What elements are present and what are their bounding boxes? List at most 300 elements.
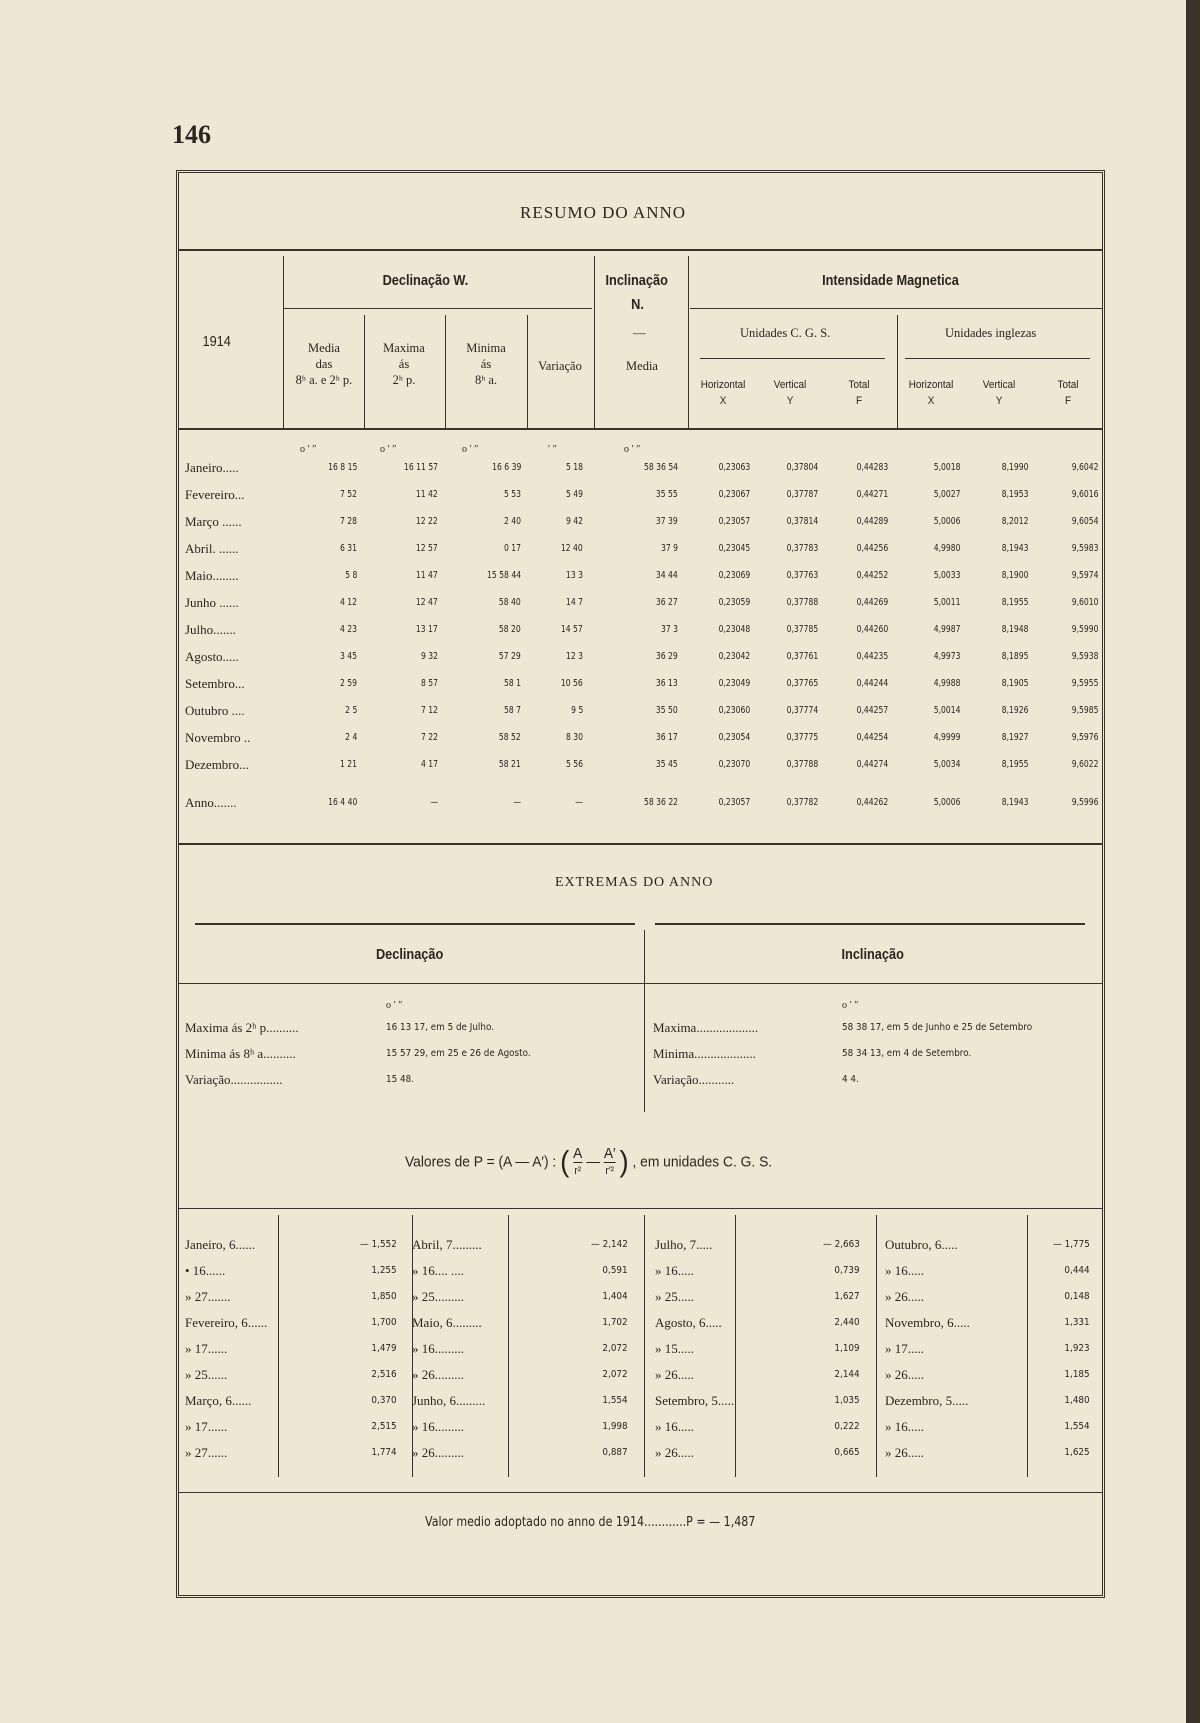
valores-title-prefix: Valores de P = (A — A′) :: [405, 1153, 557, 1171]
month-row-maxima: 11 47: [416, 570, 438, 581]
valores-entry-label: » 27......: [185, 1445, 228, 1460]
month-row-vy: 0,37814: [786, 516, 818, 527]
month-row-tf: 0,44283: [856, 462, 888, 473]
month-row-media: 6 31: [339, 543, 357, 554]
month-row-label: Outubro ....: [185, 703, 245, 718]
month-row-hx: 0,23054: [718, 732, 750, 743]
month-row-hx: 0,23060: [718, 705, 750, 716]
month-row-incl: 35 55: [656, 489, 678, 500]
month-row-tf: 0,44274: [856, 759, 888, 770]
month-row-ivy: 8,1900: [1001, 570, 1028, 581]
sub-variacao: Variação: [538, 359, 582, 373]
month-row-itf: 9,5976: [1071, 732, 1098, 743]
month-row-label: Setembro...: [185, 676, 245, 691]
valores-entry-label: » 26.....: [885, 1445, 924, 1460]
month-row-incl: 36 17: [656, 732, 678, 743]
month-row-label: Julho.......: [185, 622, 236, 637]
valores-entry-label: • 16......: [185, 1263, 226, 1278]
ext-divider: [644, 930, 645, 1112]
valores-entry-label: Março, 6......: [185, 1393, 252, 1408]
vline-minima: [527, 315, 528, 428]
paren-open: (: [560, 1145, 570, 1179]
month-row-vy: 0,37774: [786, 705, 818, 716]
month-row-incl: 37 3: [660, 624, 678, 635]
month-row-vy: 0,37788: [786, 759, 818, 770]
month-row-tf: 0,44244: [856, 678, 888, 689]
anno-row-vy: 0,37782: [786, 797, 818, 808]
month-row-media: 4 23: [339, 624, 357, 635]
valores-entry-value: 0,887: [602, 1447, 628, 1458]
unit-media: o ′ ″: [300, 444, 317, 455]
month-row-incl: 37 9: [660, 543, 678, 554]
vline-incl-int: [688, 256, 689, 428]
vline-year: [283, 256, 284, 428]
unit-minima: o ′ ″: [462, 444, 479, 455]
cgs-horizontal-header: Horizontal X: [700, 379, 746, 407]
valores-entry-value: 1,185: [1064, 1369, 1090, 1380]
month-row-variacao: 14 7: [565, 597, 583, 608]
resumo-title: RESUMO DO ANNO: [520, 203, 687, 222]
month-row-ivy: 8,1990: [1001, 462, 1028, 473]
valores-entry-value: — 2,663: [823, 1239, 860, 1250]
fraction-minus: —: [586, 1153, 600, 1171]
month-row-vy: 0,37765: [786, 678, 818, 689]
month-row-hx: 0,23067: [718, 489, 750, 500]
valores-entry-label: Maio, 6.........: [412, 1315, 482, 1330]
month-row-incl: 35 45: [656, 759, 678, 770]
anno-row-maxima: —: [430, 797, 438, 808]
month-row-minima: 0 17: [503, 543, 521, 554]
valores-entry-label: Julho, 7.....: [655, 1237, 713, 1252]
anno-row-label: Anno.......: [185, 795, 237, 810]
month-row-maxima: 7 22: [420, 732, 438, 743]
month-row-hx: 0,23057: [718, 516, 750, 527]
sub-maxima: Maxima ás 2ʰ p.: [383, 341, 425, 387]
page-number: 146: [172, 120, 211, 149]
month-row-minima: 58 20: [499, 624, 521, 635]
valores-entry-label: » 16.....: [655, 1419, 694, 1434]
month-row-ihx: 5,0018: [933, 462, 960, 473]
month-row-label: Agosto.....: [185, 649, 239, 664]
month-row-maxima: 13 17: [416, 624, 438, 635]
month-row-incl: 34 44: [656, 570, 678, 581]
month-row-variacao: 13 3: [565, 570, 583, 581]
valores-entry-label: » 17......: [185, 1419, 228, 1434]
month-row-maxima: 12 57: [416, 543, 438, 554]
month-row-label: Maio........: [185, 568, 239, 583]
valores-entry-value: 1,035: [834, 1395, 860, 1406]
month-row-maxima: 12 47: [416, 597, 438, 608]
int-rule: [690, 308, 1102, 309]
month-row-itf: 9,5990: [1071, 624, 1098, 635]
valores-entry-value: 0,148: [1064, 1291, 1090, 1302]
ext-incl-value: 58 38 17, em 5 de Junho e 25 de Setembro: [842, 1022, 1033, 1033]
month-row-label: Março ......: [185, 514, 242, 529]
valores-vline: [508, 1215, 509, 1477]
ext-incl-label: Variação...........: [653, 1072, 735, 1087]
month-row-media: 4 12: [339, 597, 357, 608]
month-row-hx: 0,23063: [718, 462, 750, 473]
month-row-minima: 57 29: [499, 651, 521, 662]
fraction-2: A′ r′²: [603, 1145, 616, 1177]
valores-entry-value: — 2,142: [591, 1239, 628, 1250]
month-row-vy: 0,37761: [786, 651, 818, 662]
month-row-media: 7 28: [339, 516, 357, 527]
month-row-itf: 9,5974: [1071, 570, 1098, 581]
cgs-total-header: Total F: [848, 379, 870, 407]
month-row-vy: 0,37783: [786, 543, 818, 554]
valores-entry-value: 0,739: [834, 1265, 860, 1276]
anno-row-minima: —: [513, 797, 521, 808]
month-row-minima: 15 58 44: [486, 570, 521, 581]
inclinacao-n: N.: [631, 296, 644, 313]
month-row-vy: 0,37787: [786, 489, 818, 500]
fraction-1: A r²: [573, 1145, 583, 1177]
month-row-hx: 0,23042: [718, 651, 750, 662]
month-row-tf: 0,44252: [856, 570, 888, 581]
valores-entry-value: 1,479: [371, 1343, 397, 1354]
extremas-title: EXTREMAS DO ANNO: [555, 875, 714, 890]
month-row-minima: 58 40: [499, 597, 521, 608]
month-row-variacao: 5 49: [565, 489, 583, 500]
month-row-variacao: 12 40: [561, 543, 583, 554]
ext-incl-units: o ′ ″: [842, 1000, 859, 1011]
vline-decl-incl: [594, 256, 595, 428]
title-rule: [178, 249, 1102, 251]
month-row-hx: 0,23070: [718, 759, 750, 770]
valores-entry-label: » 26.........: [412, 1367, 464, 1382]
month-row-tf: 0,44289: [856, 516, 888, 527]
paren-close: ): [619, 1145, 629, 1179]
valores-entry-label: » 26.....: [655, 1445, 694, 1460]
month-row-vy: 0,37804: [786, 462, 818, 473]
month-row-itf: 9,5983: [1071, 543, 1098, 554]
ext-decl-label: Maxima ás 2ʰ p..........: [185, 1020, 299, 1035]
month-row-media: 2 4: [344, 732, 357, 743]
month-row-minima: 58 7: [503, 705, 521, 716]
ingl-brace: [905, 358, 1090, 359]
month-row-media: 16 8 15: [327, 462, 357, 473]
month-row-hx: 0,23048: [718, 624, 750, 635]
month-row-ihx: 4,9999: [933, 732, 960, 743]
month-row-minima: 58 21: [499, 759, 521, 770]
valores-entry-label: » 25.........: [412, 1289, 464, 1304]
valores-entry-label: » 17.....: [885, 1341, 924, 1356]
valores-entry-value: 1,255: [371, 1265, 397, 1276]
month-row-tf: 0,44271: [856, 489, 888, 500]
month-row-tf: 0,44260: [856, 624, 888, 635]
cgs-brace: [700, 358, 885, 359]
month-row-maxima: 9 32: [420, 651, 438, 662]
anno-row-hx: 0,23057: [718, 797, 750, 808]
valores-entry-value: — 1,775: [1053, 1239, 1090, 1250]
valores-entry-label: Setembro, 5.....: [655, 1393, 735, 1408]
extremas-rule-right: [655, 923, 1085, 925]
month-row-maxima: 12 22: [416, 516, 438, 527]
vline-media: [364, 315, 365, 428]
month-row-itf: 9,6016: [1071, 489, 1098, 500]
month-row-minima: 2 40: [503, 516, 521, 527]
month-row-ihx: 5,0027: [933, 489, 960, 500]
anno-row-tf: 0,44262: [856, 797, 888, 808]
ext-incl-label: Maxima...................: [653, 1020, 759, 1035]
ext-decl-label: Variação................: [185, 1072, 283, 1087]
valores-entry-value: 1,404: [602, 1291, 628, 1302]
inclinacao-header: Inclinação: [605, 272, 668, 289]
inclinacao-dash: —: [633, 326, 646, 340]
valores-entry-label: » 16.....: [885, 1263, 924, 1278]
ext-incl-header: Inclinação: [841, 946, 904, 963]
valores-vline: [278, 1215, 279, 1477]
month-row-ihx: 5,0014: [933, 705, 960, 716]
month-row-minima: 16 6 39: [491, 462, 521, 473]
valores-entry-value: 2,072: [602, 1343, 628, 1354]
month-row-vy: 0,37775: [786, 732, 818, 743]
month-row-maxima: 16 11 57: [403, 462, 438, 473]
month-row-ihx: 4,9973: [933, 651, 960, 662]
month-row-maxima: 4 17: [420, 759, 438, 770]
ext-decl-units: o ′ ″: [386, 1000, 403, 1011]
month-row-ivy: 8,1943: [1001, 543, 1028, 554]
month-row-ivy: 8,1905: [1001, 678, 1028, 689]
valores-vline: [735, 1215, 736, 1477]
month-row-itf: 9,6054: [1071, 516, 1098, 527]
declinacao-header: Declinação W.: [382, 272, 469, 289]
valores-entry-value: 2,440: [834, 1317, 860, 1328]
ext-decl-value: 15 48.: [386, 1074, 414, 1085]
valores-entry-value: 2,515: [371, 1421, 397, 1432]
valores-entry-value: 1,627: [834, 1291, 860, 1302]
valores-vline: [644, 1215, 645, 1477]
month-row-media: 2 59: [339, 678, 357, 689]
month-row-itf: 9,5938: [1071, 651, 1098, 662]
month-row-incl: 37 39: [656, 516, 678, 527]
month-row-hx: 0,23045: [718, 543, 750, 554]
month-row-ivy: 8,1955: [1001, 597, 1028, 608]
valores-entry-label: » 26.........: [412, 1445, 464, 1460]
month-row-ivy: 8,1926: [1001, 705, 1028, 716]
month-row-itf: 9,5955: [1071, 678, 1098, 689]
valores-entry-value: 0,665: [834, 1447, 860, 1458]
unit-incl: o ′ ″: [624, 444, 641, 455]
month-row-vy: 0,37785: [786, 624, 818, 635]
decl-rule: [284, 308, 592, 309]
valores-entry-value: 0,370: [371, 1395, 397, 1406]
valores-bottom-rule: [178, 1492, 1102, 1493]
valores-entry-value: 1,923: [1064, 1343, 1090, 1354]
month-row-media: 3 45: [339, 651, 357, 662]
month-row-ihx: 4,9988: [933, 678, 960, 689]
month-row-ihx: 5,0033: [933, 570, 960, 581]
month-row-label: Fevereiro...: [185, 487, 245, 502]
month-row-media: 2 5: [344, 705, 357, 716]
valores-entry-value: 2,516: [371, 1369, 397, 1380]
valores-entry-label: Outubro, 6.....: [885, 1237, 958, 1252]
month-row-ihx: 5,0011: [933, 597, 960, 608]
intensidade-header: Intensidade Magnetica: [822, 272, 959, 289]
month-row-maxima: 8 57: [420, 678, 438, 689]
month-row-tf: 0,44254: [856, 732, 888, 743]
valores-entry-value: 2,072: [602, 1369, 628, 1380]
unit-variacao: ′ ″: [548, 444, 557, 455]
ext-incl-value: 58 34 13, em 4 de Setembro.: [842, 1048, 972, 1059]
month-row-variacao: 5 56: [565, 759, 583, 770]
month-row-tf: 0,44256: [856, 543, 888, 554]
month-row-media: 1 21: [339, 759, 357, 770]
cgs-vertical-header: Vertical Y: [773, 379, 807, 407]
valores-vline: [876, 1215, 877, 1477]
valores-entry-label: » 16.........: [412, 1419, 464, 1434]
month-row-tf: 0,44235: [856, 651, 888, 662]
month-row-minima: 58 52: [499, 732, 521, 743]
valores-entry-value: 1,480: [1064, 1395, 1090, 1406]
month-row-incl: 36 27: [656, 597, 678, 608]
valores-entry-label: » 25.....: [655, 1289, 694, 1304]
valores-entry-value: 0,591: [602, 1265, 628, 1276]
month-row-incl: 35 50: [656, 705, 678, 716]
extremas-rule-left: [195, 923, 635, 925]
ext-decl-value: 15 57 29, em 25 e 26 de Agosto.: [386, 1048, 531, 1059]
valores-entry-value: 0,222: [834, 1421, 860, 1432]
anno-row-incl: 58 36 22: [643, 797, 678, 808]
month-row-vy: 0,37788: [786, 597, 818, 608]
valores-entry-label: Agosto, 6.....: [655, 1315, 722, 1330]
valores-entry-label: Fevereiro, 6......: [185, 1315, 268, 1330]
valores-entry-label: Dezembro, 5.....: [885, 1393, 969, 1408]
month-row-itf: 9,6022: [1071, 759, 1098, 770]
year-label: 1914: [202, 333, 231, 350]
valores-entry-label: » 27.......: [185, 1289, 231, 1304]
month-row-ivy: 8,1927: [1001, 732, 1028, 743]
valores-entry-value: 1,331: [1064, 1317, 1090, 1328]
month-row-ihx: 5,0034: [933, 759, 960, 770]
valores-entry-value: 0,444: [1064, 1265, 1090, 1276]
valores-entry-label: Junho, 6.........: [412, 1393, 486, 1408]
month-row-ivy: 8,2012: [1001, 516, 1028, 527]
month-row-ivy: 8,1895: [1001, 651, 1028, 662]
valores-entry-label: » 16.... ....: [412, 1263, 464, 1278]
valores-entry-label: Abril, 7.........: [412, 1237, 482, 1252]
valores-entry-label: » 17......: [185, 1341, 228, 1356]
valores-entry-value: 1,109: [834, 1343, 860, 1354]
month-row-incl: 36 13: [656, 678, 678, 689]
anno-row-ivy: 8,1943: [1001, 797, 1028, 808]
month-row-label: Abril. ......: [185, 541, 239, 556]
month-row-variacao: 9 42: [565, 516, 583, 527]
month-row-tf: 0,44257: [856, 705, 888, 716]
month-row-maxima: 7 12: [420, 705, 438, 716]
valores-entry-label: Novembro, 6.....: [885, 1315, 970, 1330]
page-edge: [1186, 0, 1200, 1723]
anno-row-variacao: —: [575, 797, 583, 808]
month-row-ivy: 8,1955: [1001, 759, 1028, 770]
valores-entry-value: 1,554: [1064, 1421, 1090, 1432]
valores-entry-value: — 1,552: [360, 1239, 397, 1250]
anno-row-itf: 9,5996: [1071, 797, 1098, 808]
valores-entry-label: » 16.....: [885, 1419, 924, 1434]
month-row-vy: 0,37763: [786, 570, 818, 581]
month-row-ihx: 5,0006: [933, 516, 960, 527]
month-row-variacao: 14 57: [561, 624, 583, 635]
valores-entry-value: 1,702: [602, 1317, 628, 1328]
ext-header-rule: [178, 983, 1102, 984]
month-row-media: 5 8: [344, 570, 357, 581]
month-row-variacao: 5 18: [565, 462, 583, 473]
month-row-hx: 0,23059: [718, 597, 750, 608]
valores-vline: [1027, 1215, 1028, 1477]
valores-entry-value: 1,998: [602, 1421, 628, 1432]
month-row-ihx: 4,9987: [933, 624, 960, 635]
ingl-total-header: Total F: [1057, 379, 1079, 407]
anno-row-ihx: 5,0006: [933, 797, 960, 808]
month-row-minima: 5 53: [503, 489, 521, 500]
ext-decl-label: Minima ás 8ʰ a..........: [185, 1046, 296, 1061]
vline-maxima: [445, 315, 446, 428]
month-row-minima: 58 1: [503, 678, 521, 689]
valores-entry-value: 2,144: [834, 1369, 860, 1380]
sub-incl-media: Media: [626, 359, 658, 373]
month-row-variacao: 10 56: [561, 678, 583, 689]
valores-entry-label: » 26.....: [885, 1289, 924, 1304]
valores-title: [405, 1145, 772, 1180]
header-bottom-rule: [178, 428, 1102, 430]
valores-top-rule: [178, 1208, 1102, 1209]
valores-entry-value: 1,554: [602, 1395, 628, 1406]
ingl-vertical-header: Vertical Y: [982, 379, 1016, 407]
month-row-maxima: 11 42: [416, 489, 438, 500]
vline-cgs-ingl: [897, 315, 898, 428]
month-row-ivy: 8,1948: [1001, 624, 1028, 635]
valores-entry-label: » 26.....: [655, 1367, 694, 1382]
ext-decl-value: 16 13 17, em 5 de Julho.: [386, 1022, 494, 1033]
valores-entry-value: 1,625: [1064, 1447, 1090, 1458]
valores-entry-label: » 15.....: [655, 1341, 694, 1356]
valores-entry-value: 1,850: [371, 1291, 397, 1302]
valores-entry-label: » 16.........: [412, 1341, 464, 1356]
month-row-tf: 0,44269: [856, 597, 888, 608]
month-row-incl: 58 36 54: [643, 462, 678, 473]
sub-minima: Minima ás 8ʰ a.: [466, 341, 506, 387]
valores-entry-label: Janeiro, 6......: [185, 1237, 256, 1252]
month-row-ivy: 8,1953: [1001, 489, 1028, 500]
month-row-hx: 0,23049: [718, 678, 750, 689]
month-row-variacao: 8 30: [565, 732, 583, 743]
inglezas-header: Unidades inglezas: [945, 326, 1037, 340]
month-row-label: Novembro ..: [185, 730, 251, 745]
ext-decl-header: Declinação: [375, 946, 444, 963]
month-row-ihx: 4,9980: [933, 543, 960, 554]
ext-incl-label: Minima...................: [653, 1046, 756, 1061]
month-row-label: Junho ......: [185, 595, 239, 610]
month-row-variacao: 9 5: [570, 705, 583, 716]
valores-entry-label: » 16.....: [655, 1263, 694, 1278]
sub-media: Media das 8ʰ a. e 2ʰ p.: [295, 341, 353, 387]
month-row-variacao: 12 3: [565, 651, 583, 662]
valores-entry-label: » 25......: [185, 1367, 228, 1382]
month-row-media: 7 52: [339, 489, 357, 500]
ext-incl-value: 4 4.: [842, 1074, 859, 1085]
unit-maxima: o ′ ″: [380, 444, 397, 455]
cgs-header: Unidades C. G. S.: [740, 326, 831, 340]
anno-row-media: 16 4 40: [327, 797, 357, 808]
ingl-horizontal-header: Horizontal X: [908, 379, 954, 407]
month-row-label: Janeiro.....: [185, 460, 239, 475]
valores-entry-value: 1,700: [371, 1317, 397, 1328]
valores-title-suffix: , em unidades C. G. S.: [632, 1153, 773, 1171]
valores-entry-label: » 26.....: [885, 1367, 924, 1382]
valores-entry-value: 1,774: [371, 1447, 397, 1458]
valores-footer: Valor medio adoptado no anno de 1914............P = — 1,487: [425, 1515, 756, 1530]
